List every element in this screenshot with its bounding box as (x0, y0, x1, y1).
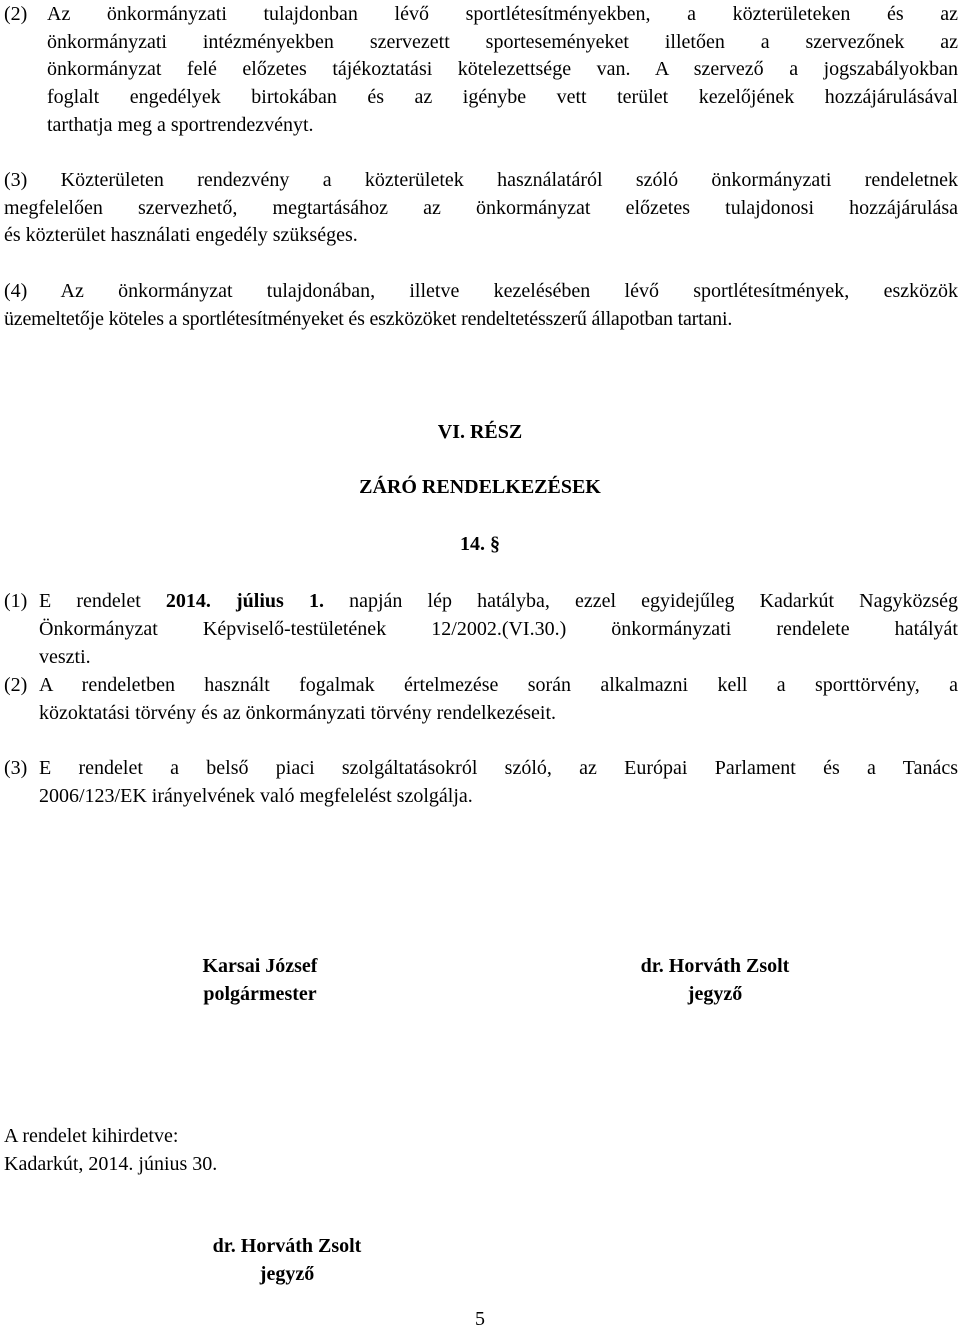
text-line: Önkormányzat Képviselő-testületének 12/2002.(VI.30.) önkormányzati rendelete hatályát (39, 618, 958, 640)
signature-mayor (160, 952, 360, 1008)
text-line: A rendeletben használt fogalmak értelmezése során alkalmazni kell a sporttörvény, a (39, 674, 958, 696)
signatory-name: Karsai József (202, 955, 318, 977)
text-line: üzemeltetője köteles a sportlétesítményeket és eszközöket rendeltetésszerű állapotban tartani. (4, 308, 733, 330)
signature-notary-promulgation (172, 1232, 402, 1288)
paragraph-number: (2) (4, 3, 28, 25)
text-line: önkormányzati intézményekben szervezett sporteseményeket illetően a szervezőnek az (47, 31, 958, 53)
paragraph-number: (2) (4, 674, 28, 696)
text-line: E rendelet a belső piaci szolgáltatásokról szóló, az Európai Parlament és a Tanács (39, 757, 958, 779)
effective-date: 2014. július 1. (165, 590, 324, 612)
paragraph-number: (1) (4, 590, 28, 612)
promulgation-date: Kadarkút, 2014. június 30. (4, 1153, 218, 1175)
promulgation-label: A rendelet kihirdetve: (4, 1125, 179, 1147)
text-line: tarthatja meg a sportrendezvényt. (47, 114, 314, 136)
text-run: napján lép hatályba, ezzel egyidejűleg Kadarkút Nagyközség (323, 590, 959, 612)
page-number: 5 (475, 1308, 485, 1330)
part-title: ZÁRÓ RENDELKEZÉSEK (359, 476, 601, 498)
signatory-role: polgármester (203, 983, 317, 1005)
text-line: (4) Az önkormányzat tulajdonában, illetve kezelésében lévő sportlétesítmények, eszközök (4, 280, 958, 302)
text-line: közoktatási törvény és az önkormányzati törvény rendelkezéseit. (39, 702, 557, 724)
signatory-role: jegyző (687, 983, 743, 1005)
paragraph-number: (3) (4, 757, 28, 779)
text-line: megfelelően szervezhető, megtartásához az önkormányzat előzetes tulajdonosi hozzájárulása (4, 197, 958, 219)
signature-notary (600, 952, 830, 1008)
part-heading: VI. RÉSZ (437, 421, 523, 443)
signatory-role: jegyző (259, 1263, 315, 1285)
text-line: (3) Közterületen rendezvény a közterületek használatáról szóló önkormányzati rendeletnek (4, 169, 958, 191)
text-line: önkormányzat felé előzetes tájékoztatási kötelezettsége van. A szervező a jogszabályokban (47, 58, 958, 80)
text-line: és közterület használati engedély szükséges. (4, 224, 358, 246)
text-line: Az önkormányzati tulajdonban lévő sportlétesítményekben, a közterületeken és az (47, 3, 958, 25)
text-line: foglalt engedélyek birtokában és az igénybe vett terület kezelőjének hozzájárulásával (47, 86, 958, 108)
text-line: veszti. (39, 646, 91, 668)
signatory-name: dr. Horváth Zsolt (212, 1235, 362, 1257)
text-line: 2006/123/EK irányelvének való megfelelést szolgálja. (39, 785, 473, 807)
text-line (39, 587, 958, 615)
text-run: E rendelet (39, 590, 166, 612)
section-heading: 14. § (460, 533, 500, 555)
signatory-name: dr. Horváth Zsolt (640, 955, 790, 977)
